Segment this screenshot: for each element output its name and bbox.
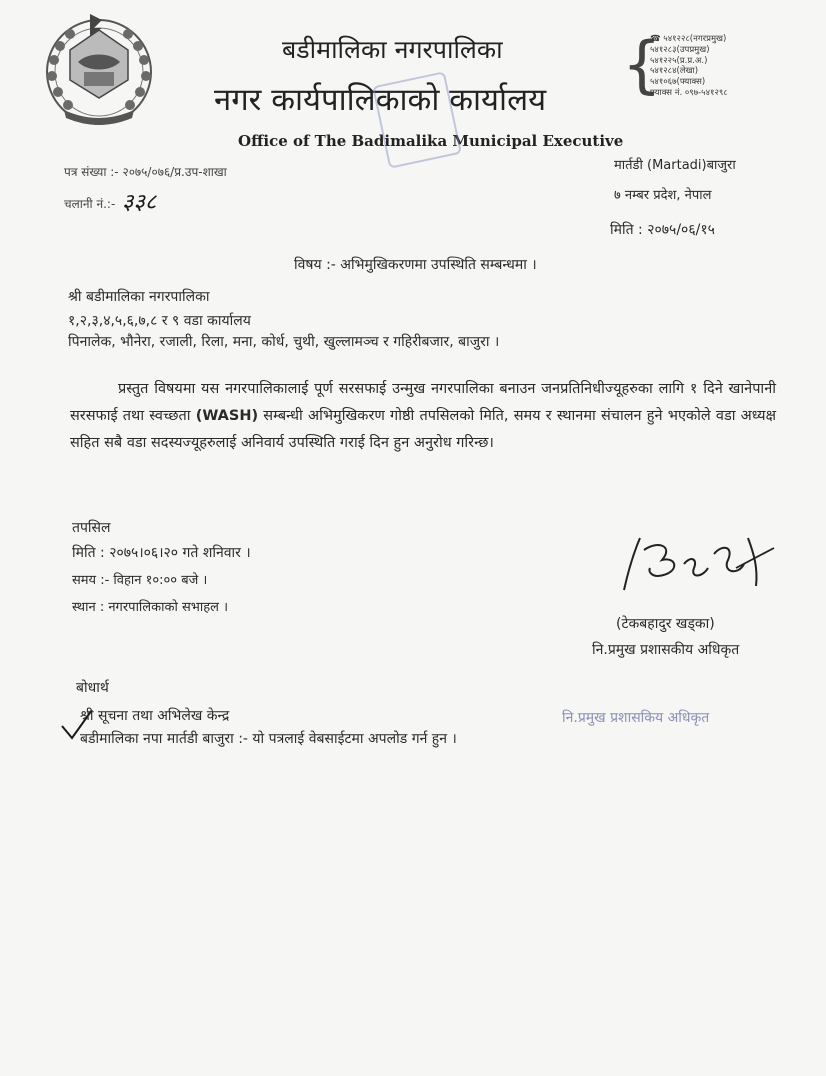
handwritten-signature <box>618 528 778 602</box>
header-line2: नगर कार्यपालिकाको कार्यालय <box>214 82 547 118</box>
body-text-before: प्रस्तुत विषयमा यस नगरपालिकालाई पूर्ण सरसफाई उन्मुख नगरपालिका बनाउन जनप्रतिनिधीज्यूहरुका लागि १ दिने खानेपानी सरसफाई तथा स्वच्छता <box>70 381 776 424</box>
place-line2: ७ नम्बर प्रदेश, नेपाल <box>614 188 712 203</box>
dispatch-number: ३३८ <box>122 190 157 215</box>
cc-line2: बडीमालिका नपा मार्तडी बाजुरा :- यो पत्रलाई वेबसाईटमा अपलोड गर्न हुन । <box>80 731 457 747</box>
schedule-date: मिति : २०७५।०६।२० गते शनिवार । <box>72 545 251 561</box>
schedule-time: समय :- विहान १०:०० बजे । <box>72 573 208 588</box>
cc-line1: श्री सूचना तथा अभिलेख केन्द्र <box>80 708 230 724</box>
signatory-title: नि.प्रमुख प्रशासकीय अधिकृत <box>592 642 740 658</box>
recipient-line3: पिनालेक, भौनेरा, रजाली, रिला, मना, कोर्ध, चुथी, खुल्लामञ्च र गहिरीबजार, बाजुरा । <box>68 334 500 350</box>
place-line1: मार्तडी (Martadi)बाजुरा <box>614 158 736 173</box>
header-english: Office of The Badimalika Municipal Executive <box>238 132 624 150</box>
reference-number: पत्र संख्या :- २०७५/०७६/प्र.उप-शाखा <box>64 165 227 179</box>
contact-fax: ५४१०६७(फ्याक्स) <box>650 77 706 88</box>
contact-phone: ☎ ५४१२२८(नगरप्रमुख) <box>650 34 727 44</box>
body-text-wash: (WASH) <box>195 408 259 424</box>
signatory-name: (टेकबहादुर खड्का) <box>616 616 715 632</box>
recipient-line1: श्री बडीमालिका नगरपालिका <box>68 289 210 305</box>
municipality-emblem <box>40 10 158 132</box>
contact-accounts: ५४१२८४(लेखा) <box>650 66 699 77</box>
contact-fax-no: फ्याक्स नं. ०९७-५४१२९८ <box>650 87 728 98</box>
schedule-place: स्थान : नगरपालिकाको सभाहल । <box>72 600 229 615</box>
letter-date: मिति : २०७५/०६/१५ <box>610 222 715 238</box>
subject-line: विषय :- अभिमुखिकरणमा उपस्थिति सम्बन्धमा । <box>294 257 537 273</box>
contacts-list <box>650 34 728 99</box>
header-line1: बडीमालिका नगरपालिका <box>282 35 503 64</box>
contact-cao: ५४१२२५(प्र.प्र.अ.) <box>650 55 708 66</box>
officer-stamp: नि.प्रमुख प्रशासकिय अधिकृत <box>562 710 710 726</box>
contacts-brace: { <box>622 28 662 101</box>
body-paragraph <box>70 376 776 457</box>
cc-heading: बोधार्थ <box>76 680 109 696</box>
schedule-heading: तपसिल <box>72 520 111 536</box>
body-text-after: सम्बन्धी अभिमुखिकरण गोष्ठी तपसिलको मिति, समय र स्थानमा संचालन हुने भएकोले वडा अध्यक्ष सहित सबै वडा सदस्यज्यूहरुलाई अनिवार्य उपस्थिति गराई दिन हुन अनुरोध गरिन्छ। <box>70 408 776 451</box>
contact-deputy: ५४१२८३(उपप्रमुख) <box>650 44 710 55</box>
dispatch-label: चलानी नं.:- <box>64 197 116 211</box>
recipient-line2: १,२,३,४,५,६,७,८ र ९ वडा कार्यालय <box>68 313 251 329</box>
